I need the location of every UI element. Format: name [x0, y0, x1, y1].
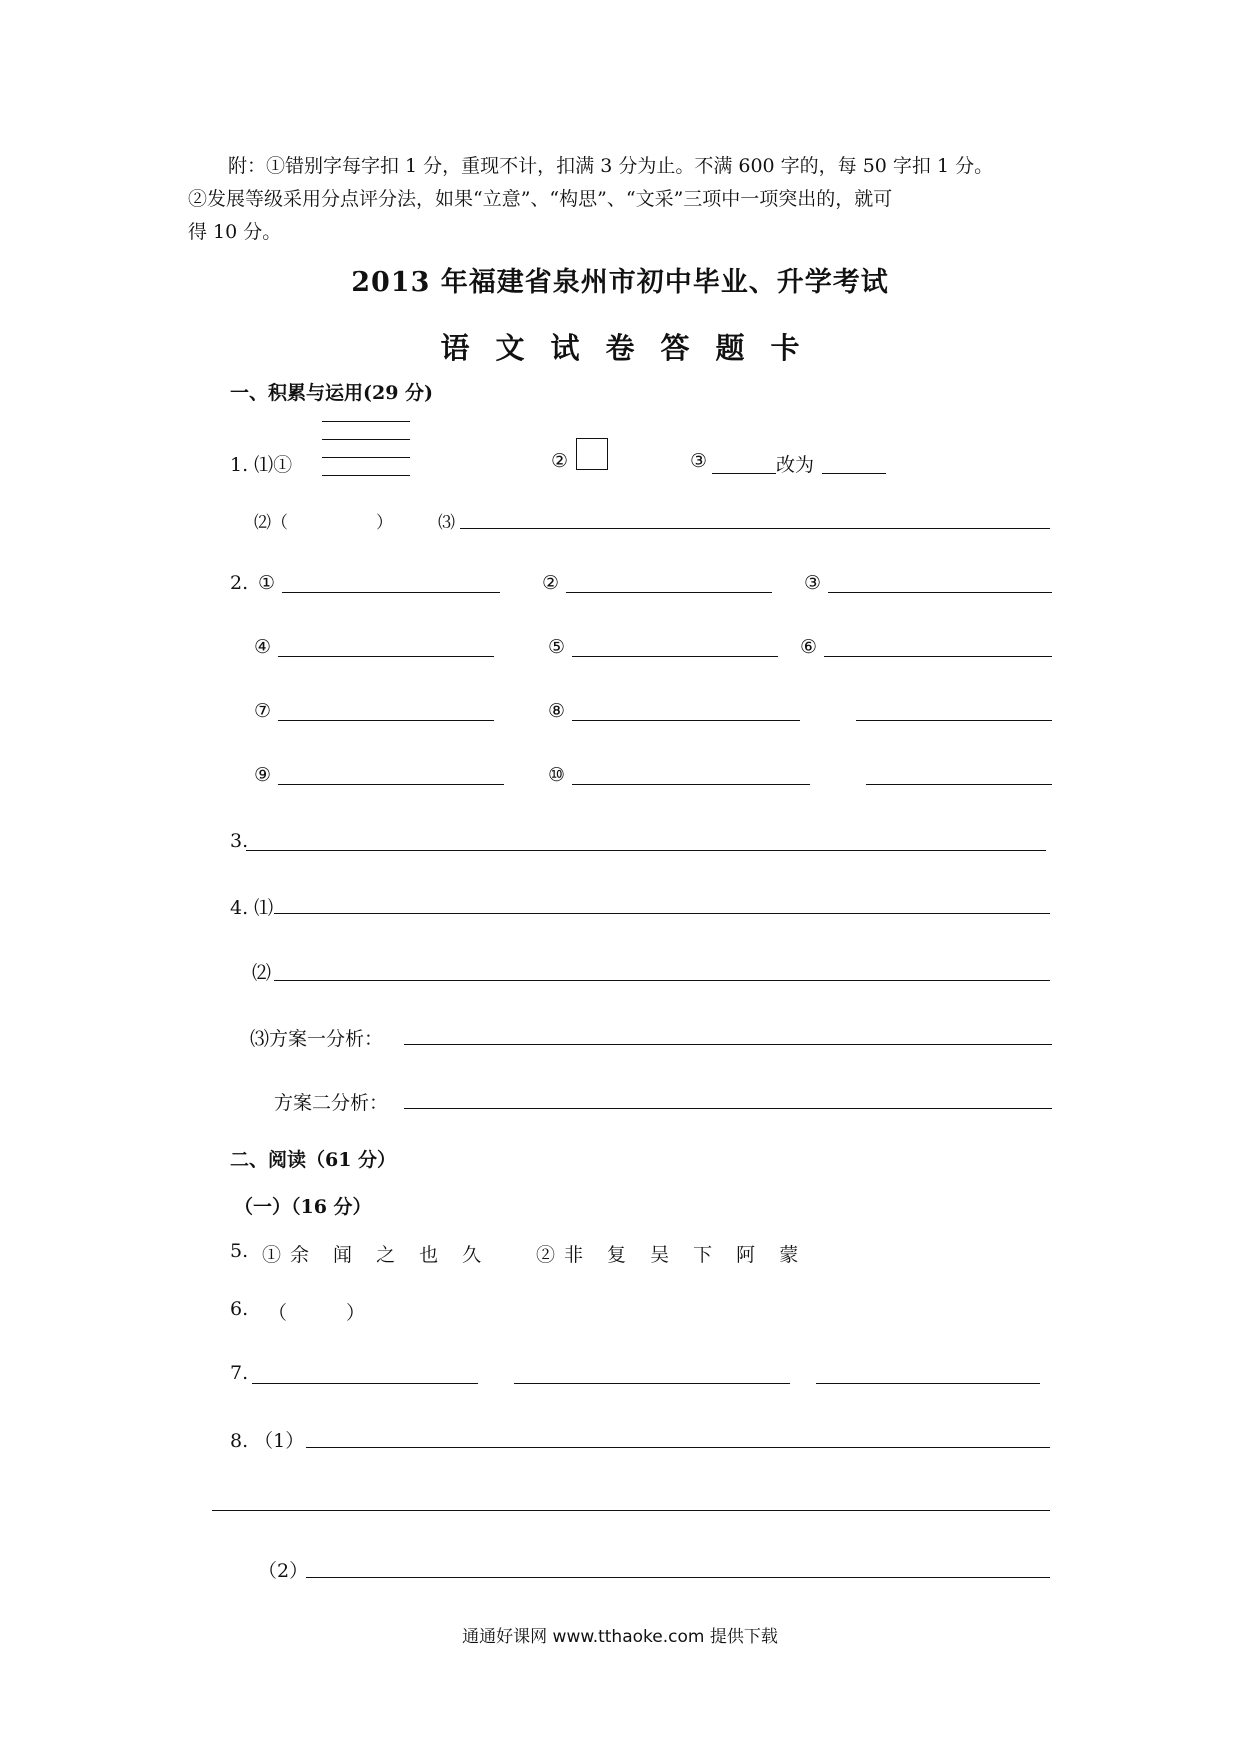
q4-part3-label: ⑶方案一分析：	[250, 1028, 384, 1050]
section-2-heading: 二、阅读（61 分）	[230, 1149, 397, 1171]
q4-part4-label: 方案二分析：	[274, 1092, 389, 1114]
q8-part2-label: （2）	[258, 1560, 309, 1582]
q2-blank-1[interactable]	[282, 592, 500, 593]
q2-item-7: ⑦	[254, 700, 272, 722]
q8-part1-blank[interactable]	[306, 1447, 1050, 1448]
q2-blank-10b[interactable]	[866, 784, 1052, 785]
q2-blank-9[interactable]	[278, 784, 504, 785]
q2-item-5: ⑤	[548, 636, 566, 658]
q2-item-1: ①	[258, 572, 276, 594]
q4-part4-blank[interactable]	[404, 1108, 1052, 1109]
q3-blank[interactable]	[246, 850, 1046, 851]
q2-blank-2[interactable]	[566, 592, 772, 593]
q1-part2-open: ⑵（	[254, 513, 288, 533]
q1-answer-box[interactable]	[576, 438, 608, 470]
answer-card-title: 语文试卷答题卡	[440, 331, 826, 365]
q1-blank-stack-4[interactable]	[322, 475, 410, 476]
q4-part2-blank[interactable]	[274, 980, 1050, 981]
exam-title: 2013 年福建省泉州市初中毕业、升学考试	[351, 267, 889, 298]
q3-label: 3.	[230, 830, 249, 852]
q6-close: ）	[346, 1302, 366, 1324]
q4-part1-label: 4. ⑴	[230, 897, 274, 919]
note-line-2: ②发展等级采用分点评分法，如果“立意”、“构思”、“文采”三项中一项突出的，就可	[188, 188, 893, 210]
section-1-heading: 一、积累与运用(29 分)	[230, 382, 434, 404]
q7-label: 7.	[230, 1362, 249, 1384]
q1-circle-2: ②	[551, 450, 569, 472]
q6-label: 6.	[230, 1298, 249, 1320]
q2-blank-3[interactable]	[828, 592, 1052, 593]
note-line-1: 附：①错别字每字扣 1 分，重现不计，扣满 3 分为止。不满 600 字的，每 50 字扣 1 分。	[228, 155, 994, 177]
q7-blank-1[interactable]	[252, 1383, 478, 1384]
section-2-part-1: （一）（16 分）	[234, 1196, 372, 1218]
q2-item-3: ③	[804, 572, 822, 594]
q1-part3-label: ⑶	[438, 513, 455, 533]
q6-open: （	[268, 1302, 288, 1324]
q2-item-2: ②	[542, 572, 560, 594]
q1-blank-wrong[interactable]	[712, 473, 776, 474]
q5-phrase-b: ②非 复 吴 下 阿 蒙	[536, 1244, 808, 1266]
q4-part3-blank[interactable]	[404, 1044, 1052, 1045]
q1-blank-stack-3[interactable]	[322, 457, 410, 458]
q2-item-8: ⑧	[548, 700, 566, 722]
q2-blank-6[interactable]	[824, 656, 1052, 657]
q1-part2-close: ）	[376, 513, 393, 533]
q2-item-6: ⑥	[800, 636, 818, 658]
q2-blank-8b[interactable]	[856, 720, 1052, 721]
q2-label: 2.	[230, 572, 249, 594]
q5-phrase-a: ①余 闻 之 也 久	[262, 1244, 491, 1266]
note-line-3: 得 10 分。	[188, 221, 282, 243]
q4-part1-blank[interactable]	[274, 913, 1050, 914]
q7-blank-2[interactable]	[514, 1383, 790, 1384]
q1-blank-correct[interactable]	[822, 473, 886, 474]
q8-part1-blank-2[interactable]	[212, 1510, 1050, 1511]
q4-part2-label: ⑵	[252, 962, 272, 984]
q1-circle-3: ③	[690, 450, 708, 472]
q2-blank-4[interactable]	[278, 656, 494, 657]
q8-part2-blank[interactable]	[306, 1577, 1050, 1578]
q7-blank-3[interactable]	[816, 1383, 1040, 1384]
q2-item-9: ⑨	[254, 764, 272, 786]
footer-text: 通通好课网 www.tthaoke.com 提供下载	[462, 1627, 778, 1647]
q8-part1-label: 8. （1）	[230, 1430, 305, 1452]
q1-label: 1. ⑴①	[230, 454, 293, 476]
q2-item-10: ⑩	[548, 764, 566, 786]
q2-blank-8[interactable]	[572, 720, 800, 721]
q5-label: 5.	[230, 1240, 249, 1262]
q1-blank-stack-1[interactable]	[322, 421, 410, 422]
q2-blank-5[interactable]	[572, 656, 778, 657]
q1-change-to: 改为	[776, 454, 815, 476]
q1-part3-blank[interactable]	[460, 528, 1050, 529]
q2-blank-7[interactable]	[278, 720, 494, 721]
q1-blank-stack-2[interactable]	[322, 439, 410, 440]
q2-blank-10[interactable]	[572, 784, 810, 785]
q2-item-4: ④	[254, 636, 272, 658]
